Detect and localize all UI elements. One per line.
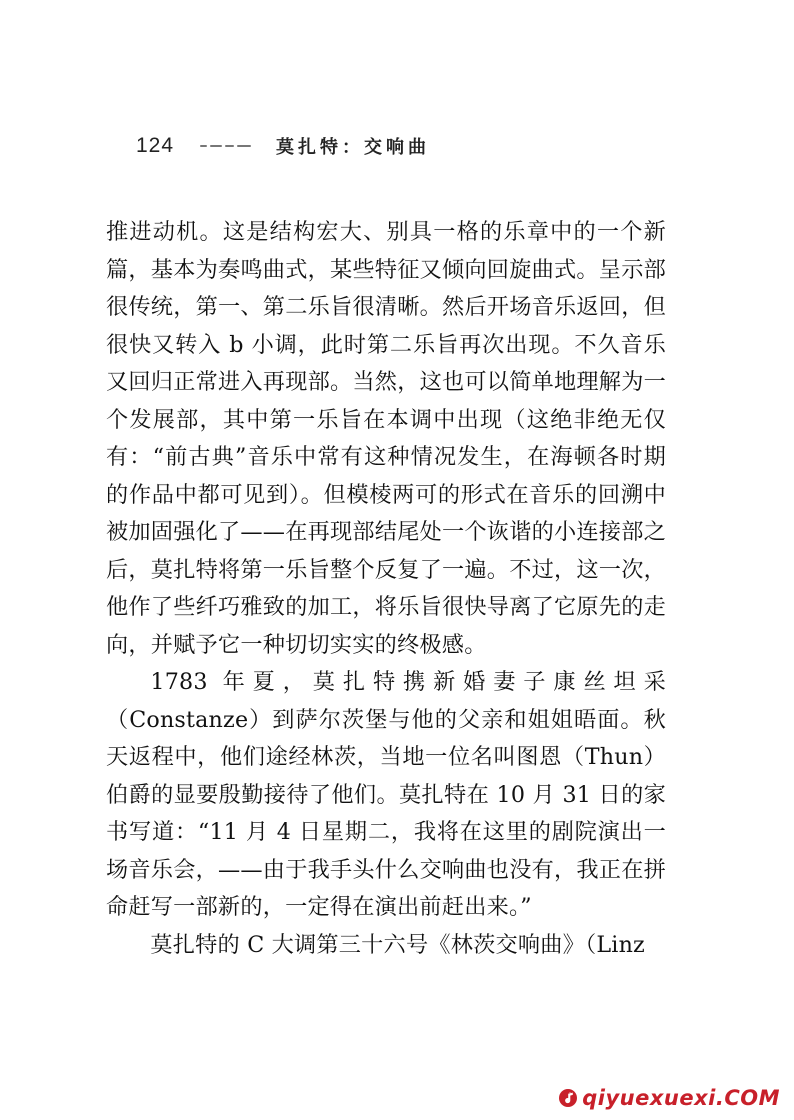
paragraph: 莫扎特的 C 大调第三十六号《林茨交响曲》（Linz <box>150 931 645 958</box>
site-watermark <box>558 1086 780 1110</box>
header-ornament <box>200 141 252 151</box>
watermark-text: qiyuexuexi.COM <box>582 1086 780 1110</box>
paragraph: 1783 年夏，莫扎特携新婚妻子康丝坦采（Constanze）到萨尔茨堡与他的父亲和姐姐晤面。秋天返程中，他们途经林茨，当地一位名叫图恩（Thun）伯爵的显要殷勤接待了他们。莫扎特在 10 月 31 日的家书写道：“11 月 4 日星期二，我将在这里的剧院演出一场音乐会，——由于我手头什么交响曲也没有，我正在拼命赶写一部新的，一定得在演出前赶出来。” <box>106 669 666 920</box>
page-number: 124 <box>136 134 175 157</box>
running-title: 莫扎特：交响曲 <box>276 137 431 158</box>
body-text <box>106 214 666 964</box>
page-header <box>136 132 430 160</box>
music-note-icon <box>558 1088 578 1108</box>
paragraph: 推进动机。这是结构宏大、别具一格的乐章中的一个新篇，基本为奏鸣曲式，某些特征又倾向回旋曲式。呈示部很传统，第一、第二乐旨很清晰。然后开场音乐返回，但很快又转入 b 小调，此时第二乐旨再次出现。不久音乐又回归正常进入再现部。当然，这也可以简单地理解为一个发展部，其中第一乐旨在本调中出现（这绝非绝无仅有：“前古典”音乐中常有这种情况发生，在海顿各时期的作品中都可见到）。但模棱两可的形式在音乐的回溯中被加固强化了——在再现部结尾处一个诙谐的小连接部之后，莫扎特将第一乐旨整个反复了一遍。不过，这一次，他作了些纤巧雅致的加工，将乐旨很快导离了它原先的走向，并赋予它一种切切实实的终极感。 <box>106 219 666 658</box>
